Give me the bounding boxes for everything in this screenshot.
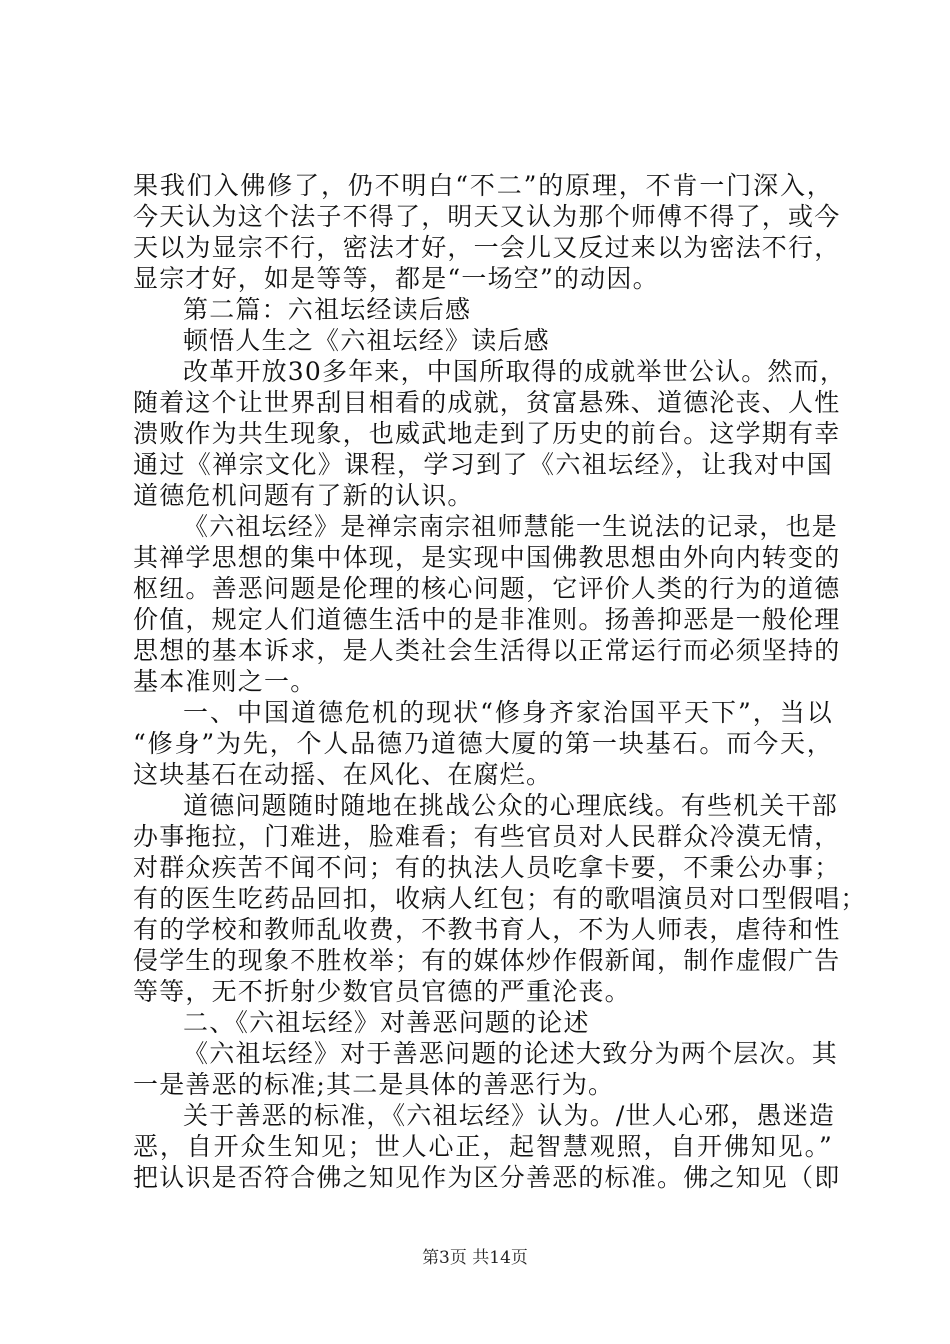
text-line: 随着这个让世界刮目相看的成就，贫富悬殊、道德沦丧、人性 — [133, 388, 841, 417]
text-line: 天以为显宗不行，密法才好，一会儿又反过来以为密法不行， — [133, 233, 841, 262]
section-heading: 第二篇：六祖坛经读后感 — [183, 295, 472, 324]
text-line: 有的医生吃药品回扣，收病人红包；有的歌唱演员对口型假唱； — [133, 884, 867, 913]
text-line: 等等，无不折射少数官员官德的严重沦丧。 — [133, 977, 631, 1006]
text-line: 改革开放30多年来，中国所取得的成就举世公认。然而， — [183, 357, 847, 386]
text-line: 思想的基本诉求，是人类社会生活得以正常运行而必须坚持的 — [133, 636, 841, 665]
section-heading: 一、中国道德危机的现状“修身齐家治国平天下”，当以 — [183, 698, 833, 727]
text-line: 办事拖拉，门难进，脸难看；有些官员对人民群众冷漠无情， — [133, 822, 841, 851]
text-line: 其禅学思想的集中体现，是实现中国佛教思想由外向内转变的 — [133, 543, 841, 572]
text-line: 把认识是否符合佛之知见作为区分善恶的标准。佛之知见（即 — [133, 1163, 841, 1192]
text-line: 这块基石在动摇、在风化、在腐烂。 — [133, 760, 553, 789]
text-line: 《六祖坛经》对于善恶问题的论述大致分为两个层次。其 — [183, 1039, 839, 1068]
section-heading: 二、《六祖坛经》对善恶问题的论述 — [183, 1008, 590, 1037]
text-line: 对群众疾苦不闻不问；有的执法人员吃拿卡要，不秉公办事； — [133, 853, 841, 882]
text-line: 《六祖坛经》是禅宗南宗祖师慧能一生说法的记录，也是 — [183, 512, 839, 541]
text-line: 侵学生的现象不胜枚举；有的媒体炒作假新闻，制作虚假广告 — [133, 946, 841, 975]
text-line: 果我们入佛修了，仍不明白“不二”的原理，不肯一门深入， — [133, 171, 833, 200]
text-line: 道德问题随时随地在挑战公众的心理底线。有些机关干部 — [183, 791, 839, 820]
text-line: 道德危机问题有了新的认识。 — [133, 481, 474, 510]
text-line: “修身”为先，个人品德乃道德大厦的第一块基石。而今天， — [133, 729, 833, 758]
document-body — [133, 170, 867, 1193]
text-line: 价值，规定人们道德生活中的是非准则。扬善抑恶是一般伦理 — [133, 605, 841, 634]
text-line: 一是善恶的标准;其二是具体的善恶行为。 — [133, 1070, 615, 1099]
page-number-footer: 第3页 共14页 — [422, 1248, 528, 1268]
text-line: 有的学校和教师乱收费，不教书育人，不为人师表，虐待和性 — [133, 915, 841, 944]
text-line: 枢纽。善恶问题是伦理的核心问题，它评价人类的行为的道德 — [133, 574, 841, 603]
text-line: 显宗才好，如是等等，都是“一场空”的动因。 — [133, 264, 659, 293]
text-line: 今天认为这个法子不得了，明天又认为那个师傅不得了，或今 — [133, 202, 841, 231]
text-line: 通过《禅宗文化》课程，学习到了《六祖坛经》，让我对中国 — [133, 450, 833, 479]
text-line: 溃败作为共生现象，也威武地走到了历史的前台。这学期有幸 — [133, 419, 841, 448]
text-line: 关于善恶的标准，《六祖坛经》认为。/世人心邪，愚迷造 — [183, 1101, 836, 1130]
article-title: 顿悟人生之《六祖坛经》读后感 — [183, 326, 550, 355]
text-line: 恶，自开众生知见；世人心正，起智慧观照，自开佛知见。” — [133, 1132, 833, 1161]
text-line: 基本准则之一。 — [133, 667, 317, 696]
